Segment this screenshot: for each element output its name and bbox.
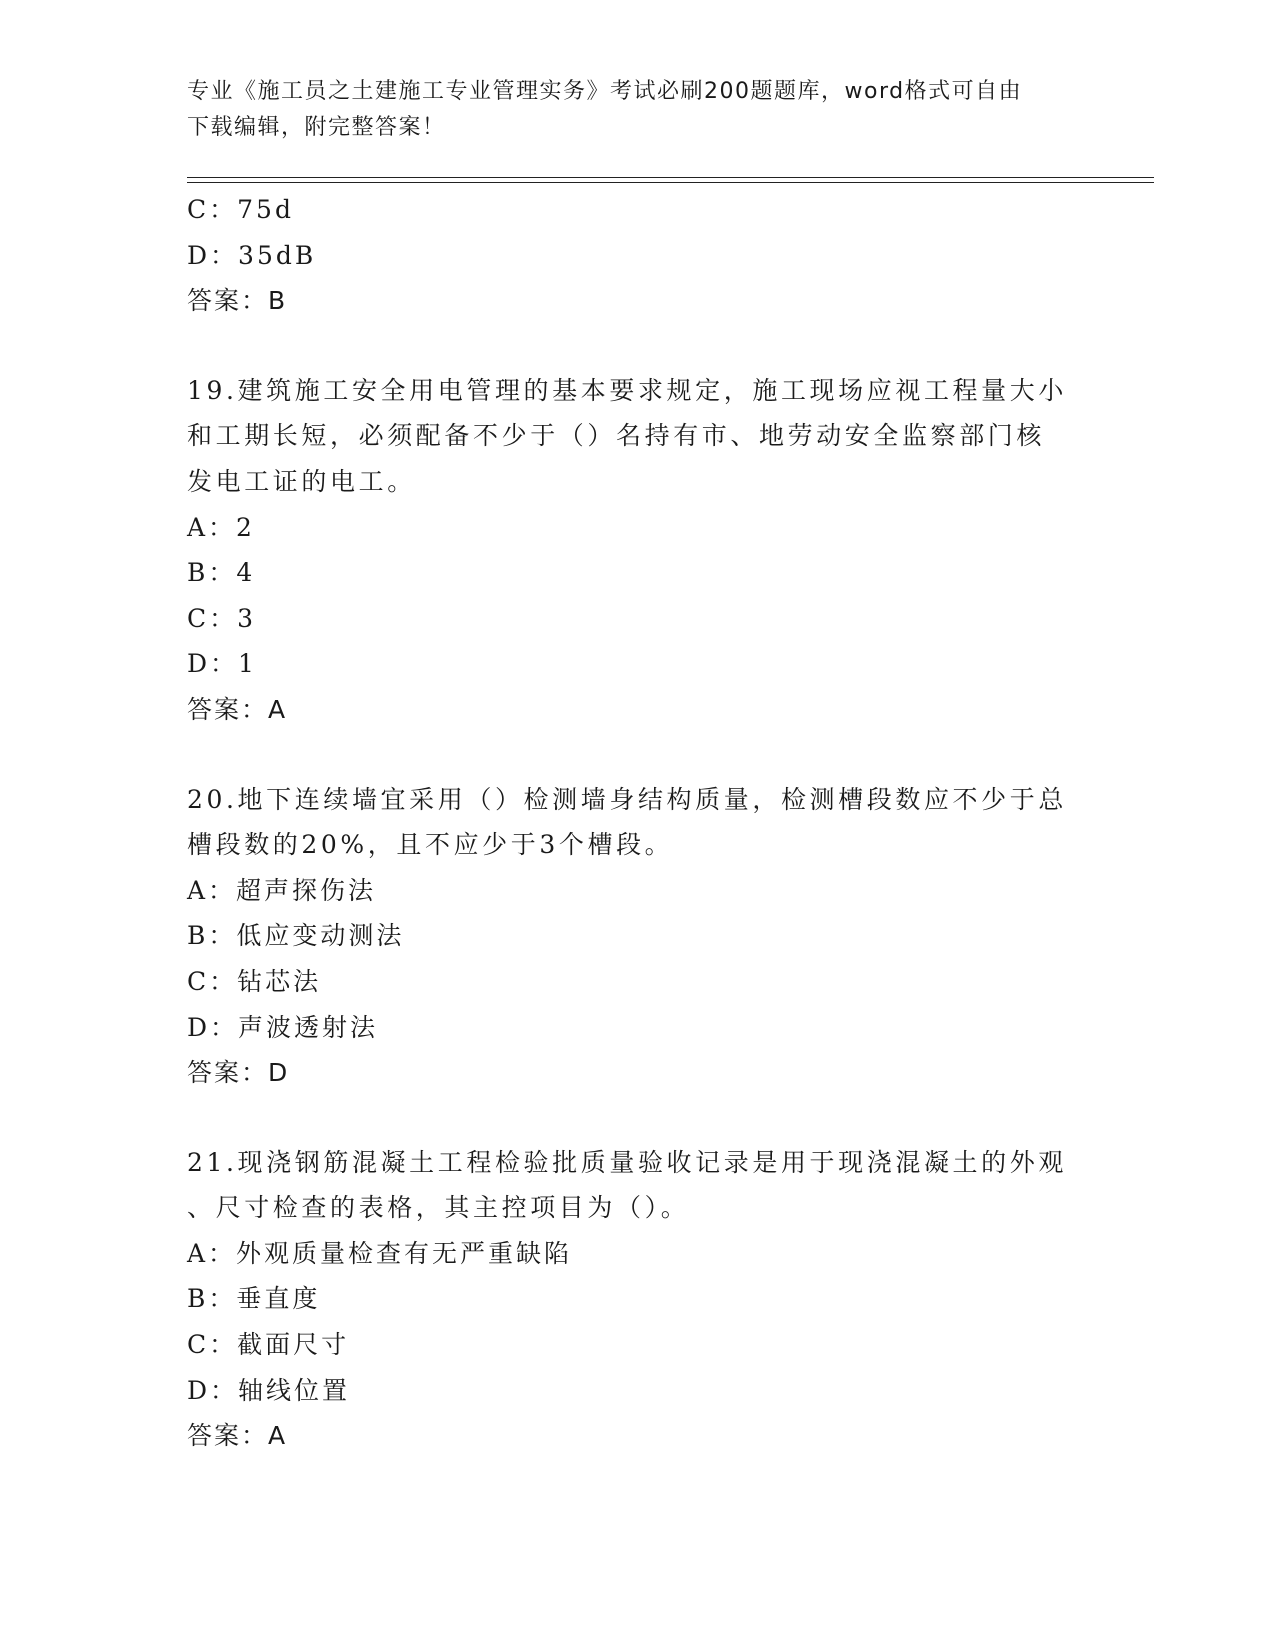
option-d: D：1: [187, 649, 257, 679]
option-b: B：垂直度: [187, 1284, 321, 1314]
question-content: [187, 187, 1087, 1459]
header-line-1: 专业《施工员之土建施工专业管理实务》考试必刷200题题库，word格式可自由: [187, 79, 1023, 104]
option-b: B：低应变动测法: [187, 921, 405, 951]
question-stem-line: 发电工证的电工。: [187, 466, 416, 496]
question-stem-line: 19.建筑施工安全用电管理的基本要求规定，施工现场应视工程量大小: [187, 375, 1067, 405]
answer-line: 答案：A: [187, 694, 288, 724]
option-a: A：超声探伤法: [187, 875, 377, 905]
option-c: C：钻芯法: [187, 966, 322, 996]
header-line-2: 下载编辑，附完整答案！: [187, 115, 446, 140]
header-divider-bottom: [187, 182, 1154, 183]
option-c: C：截面尺寸: [187, 1330, 350, 1360]
option-a: A：外观质量检查有无严重缺陷: [187, 1238, 573, 1268]
page-header: [187, 74, 1087, 146]
option-d: D：轴线位置: [187, 1375, 351, 1405]
option-d: D：声波透射法: [187, 1012, 379, 1042]
option-b: B：4: [187, 558, 256, 588]
option-c: C：75d: [187, 195, 294, 224]
question-stem-line: 槽段数的20%，且不应少于3个槽段。: [187, 830, 674, 860]
option-a: A：2: [187, 512, 255, 542]
answer-line: 答案：B: [187, 286, 288, 316]
header-divider-top: [187, 177, 1154, 178]
option-c: C：3: [187, 603, 257, 633]
option-d: D：35dB: [187, 240, 317, 270]
question-stem-line: 和工期长短，必须配备不少于（）名持有市、地劳动安全监察部门核: [187, 421, 1046, 451]
question-stem-line: 20.地下连续墙宜采用（）检测墙身结构质量，检测槽段数应不少于总: [187, 784, 1067, 814]
answer-line: 答案：D: [187, 1058, 290, 1088]
answer-line: 答案：A: [187, 1421, 288, 1451]
question-18-tail: [187, 187, 1087, 324]
question-stem-line: 、尺寸检查的表格，其主控项目为（）。: [187, 1193, 690, 1223]
spacer: [187, 1096, 1087, 1140]
spacer: [187, 324, 1087, 368]
question-stem-line: 21.现浇钢筋混凝土工程检验批质量验收记录是用于现浇混凝土的外观: [187, 1147, 1067, 1177]
question-21: [187, 1140, 1087, 1459]
spacer: [187, 733, 1087, 777]
question-20: [187, 777, 1087, 1096]
question-19: [187, 368, 1087, 733]
